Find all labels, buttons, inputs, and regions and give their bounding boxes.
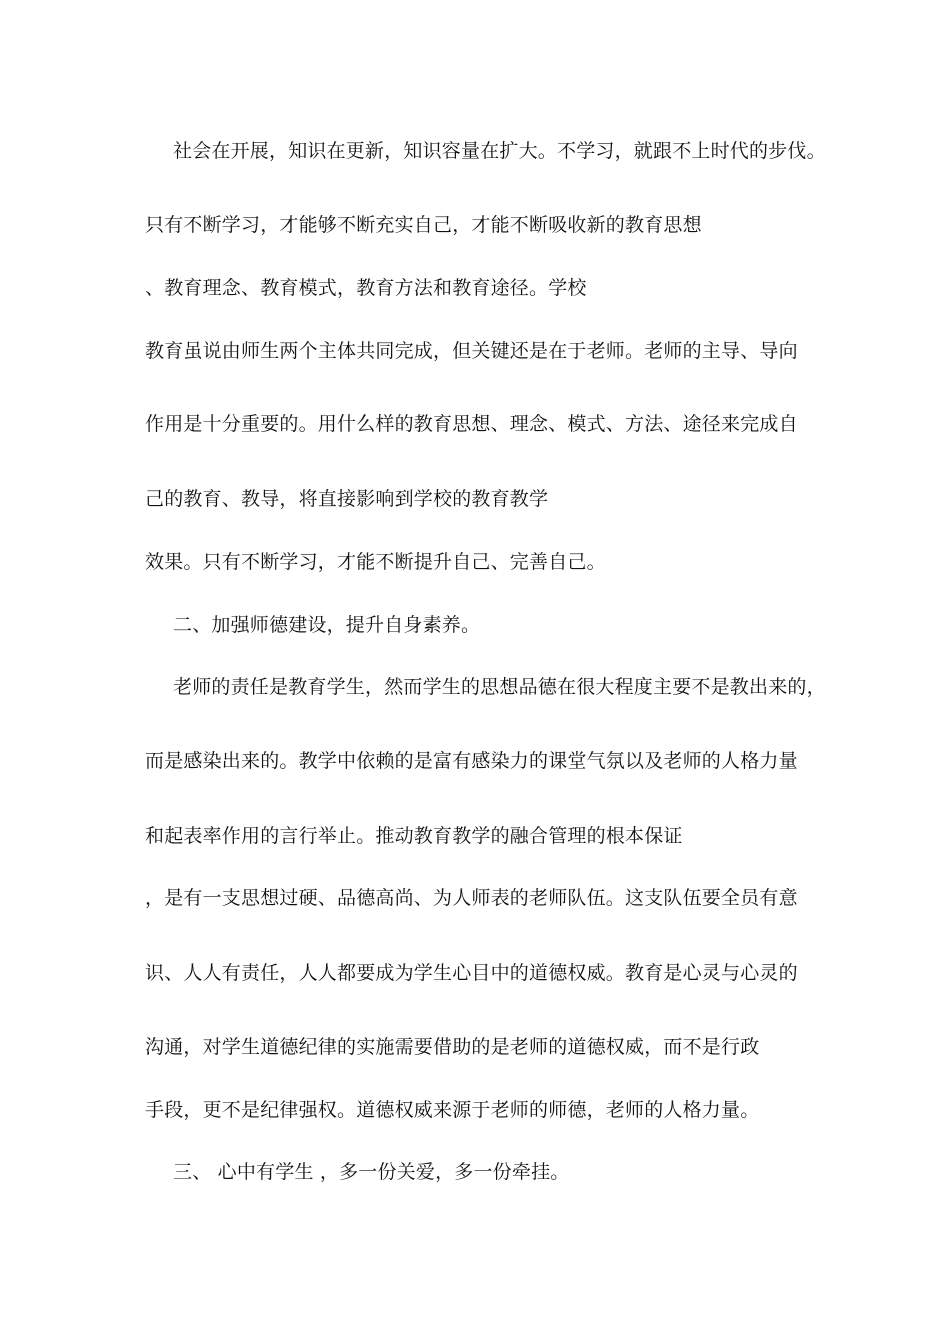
- paragraph-line: 手段，更不是纪律强权。道德权威来源于老师的师德，老师的人格力量。: [145, 1099, 760, 1121]
- paragraph-line: 社会在开展，知识在更新，知识容量在扩大。不学习，就跟不上时代的步伐。: [173, 140, 826, 162]
- paragraph-line: 教育虽说由师生两个主体共同完成，但关键还是在于老师。老师的主导、导向: [145, 340, 798, 362]
- section-heading: 二、加强师德建设，提升自身素养。: [173, 614, 481, 636]
- paragraph-line: 而是感染出来的。教学中依赖的是富有感染力的课堂气氛以及老师的人格力量: [145, 750, 798, 772]
- paragraph-line: 、教育理念、教育模式，教育方法和教育途径。学校: [145, 277, 587, 299]
- paragraph-line: ，是有一支思想过硬、品德高尚、为人师表的老师队伍。这支队伍要全员有意: [145, 887, 798, 909]
- paragraph-line: 和起表率作用的言行举止。推动教育教学的融合管理的根本保证: [145, 825, 683, 847]
- paragraph-line: 只有不断学习，才能够不断充实自己，才能不断吸收新的教育思想: [145, 214, 702, 236]
- paragraph-line: 己的教育、教导，将直接影响到学校的教育教学: [145, 488, 549, 510]
- paragraph-line: 识、人人有责任，人人都要成为学生心目中的道德权威。教育是心灵与心灵的: [145, 962, 798, 984]
- paragraph-line: 老师的责任是教育学生，然而学生的思想品德在很大程度主要不是教出来的，: [173, 676, 826, 698]
- section-heading: 三、 心中有学生 ，多一份关爱，多一份牵挂。: [173, 1161, 570, 1183]
- paragraph-line: 效果。只有不断学习，才能不断提升自己、完善自己。: [145, 551, 606, 573]
- paragraph-line: 沟通，对学生道德纪律的实施需要借助的是老师的道德权威，而不是行政: [145, 1036, 760, 1058]
- paragraph-line: 作用是十分重要的。用什么样的教育思想、理念、模式、方法、途径来完成自: [145, 413, 798, 435]
